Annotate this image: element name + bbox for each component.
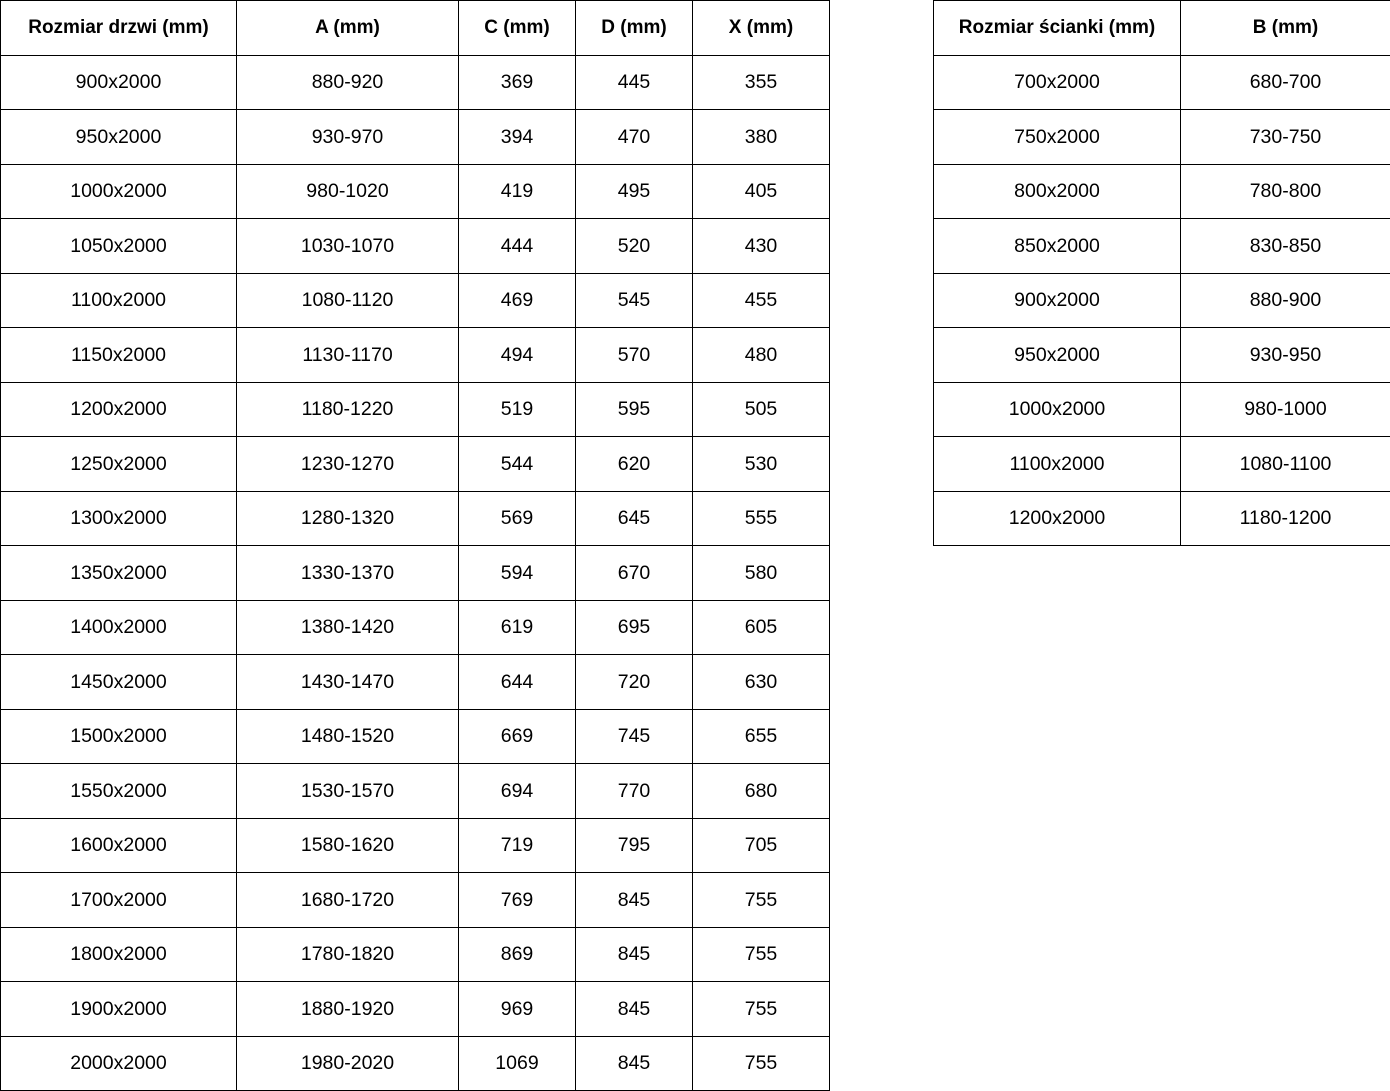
cell-a: 1280-1320 <box>237 491 459 546</box>
cell-b: 780-800 <box>1181 164 1390 219</box>
cell-c: 719 <box>459 818 576 873</box>
cell-door-size: 1500x2000 <box>1 709 237 764</box>
table-row <box>1 164 830 219</box>
cell-door-size: 1550x2000 <box>1 764 237 819</box>
cell-c: 444 <box>459 219 576 274</box>
cell-door-size: 1350x2000 <box>1 546 237 601</box>
cell-d: 620 <box>576 437 693 492</box>
cell-a: 1780-1820 <box>237 927 459 982</box>
cell-b: 730-750 <box>1181 110 1390 165</box>
cell-x: 580 <box>693 546 830 601</box>
column-header-c: C (mm) <box>459 1 576 56</box>
table-row <box>1 873 830 928</box>
cell-d: 520 <box>576 219 693 274</box>
cell-door-size: 1600x2000 <box>1 818 237 873</box>
table-row <box>1 491 830 546</box>
column-header-d: D (mm) <box>576 1 693 56</box>
cell-door-size: 950x2000 <box>1 110 237 165</box>
cell-a: 980-1020 <box>237 164 459 219</box>
cell-x: 480 <box>693 328 830 383</box>
table-row <box>934 273 1390 328</box>
cell-d: 545 <box>576 273 693 328</box>
cell-d: 795 <box>576 818 693 873</box>
column-header-a: A (mm) <box>237 1 459 56</box>
cell-wall-size: 800x2000 <box>934 164 1181 219</box>
cell-x: 355 <box>693 55 830 110</box>
cell-door-size: 1450x2000 <box>1 655 237 710</box>
cell-x: 430 <box>693 219 830 274</box>
table-row <box>1 709 830 764</box>
cell-d: 495 <box>576 164 693 219</box>
cell-d: 645 <box>576 491 693 546</box>
cell-d: 720 <box>576 655 693 710</box>
cell-a: 1230-1270 <box>237 437 459 492</box>
cell-c: 494 <box>459 328 576 383</box>
table-row <box>934 491 1390 546</box>
cell-a: 1880-1920 <box>237 982 459 1037</box>
cell-b: 830-850 <box>1181 219 1390 274</box>
table-row <box>1 927 830 982</box>
cell-d: 845 <box>576 873 693 928</box>
table-row <box>1 55 830 110</box>
cell-x: 405 <box>693 164 830 219</box>
cell-d: 845 <box>576 927 693 982</box>
cell-a: 1480-1520 <box>237 709 459 764</box>
cell-wall-size: 950x2000 <box>934 328 1181 383</box>
table-row <box>1 1036 830 1091</box>
cell-x: 530 <box>693 437 830 492</box>
cell-c: 969 <box>459 982 576 1037</box>
table-row <box>1 818 830 873</box>
table-row <box>1 546 830 601</box>
cell-x: 680 <box>693 764 830 819</box>
cell-wall-size: 750x2000 <box>934 110 1181 165</box>
cell-door-size: 1400x2000 <box>1 600 237 655</box>
cell-x: 755 <box>693 927 830 982</box>
cell-door-size: 1300x2000 <box>1 491 237 546</box>
doors-table-body <box>1 55 830 1091</box>
cell-c: 869 <box>459 927 576 982</box>
cell-a: 1980-2020 <box>237 1036 459 1091</box>
cell-c: 769 <box>459 873 576 928</box>
cell-d: 445 <box>576 55 693 110</box>
cell-x: 755 <box>693 873 830 928</box>
cell-door-size: 1900x2000 <box>1 982 237 1037</box>
cell-a: 1080-1120 <box>237 273 459 328</box>
cell-x: 655 <box>693 709 830 764</box>
cell-door-size: 1150x2000 <box>1 328 237 383</box>
cell-c: 594 <box>459 546 576 601</box>
cell-a: 1180-1220 <box>237 382 459 437</box>
table-row <box>934 328 1390 383</box>
cell-x: 755 <box>693 1036 830 1091</box>
cell-x: 605 <box>693 600 830 655</box>
cell-a: 930-970 <box>237 110 459 165</box>
cell-wall-size: 900x2000 <box>934 273 1181 328</box>
cell-a: 1330-1370 <box>237 546 459 601</box>
cell-wall-size: 1200x2000 <box>934 491 1181 546</box>
cell-c: 644 <box>459 655 576 710</box>
cell-x: 705 <box>693 818 830 873</box>
cell-x: 455 <box>693 273 830 328</box>
cell-a: 1680-1720 <box>237 873 459 928</box>
cell-c: 694 <box>459 764 576 819</box>
cell-a: 1580-1620 <box>237 818 459 873</box>
cell-c: 544 <box>459 437 576 492</box>
cell-c: 394 <box>459 110 576 165</box>
cell-c: 569 <box>459 491 576 546</box>
walls-dimensions-table <box>933 0 1390 546</box>
cell-d: 770 <box>576 764 693 819</box>
cell-door-size: 1250x2000 <box>1 437 237 492</box>
cell-x: 380 <box>693 110 830 165</box>
cell-b: 1180-1200 <box>1181 491 1390 546</box>
table-row <box>1 219 830 274</box>
cell-x: 755 <box>693 982 830 1037</box>
table-header-row <box>934 1 1390 56</box>
table-row <box>1 382 830 437</box>
table-row <box>934 219 1390 274</box>
cell-a: 1130-1170 <box>237 328 459 383</box>
cell-door-size: 1050x2000 <box>1 219 237 274</box>
cell-door-size: 1800x2000 <box>1 927 237 982</box>
cell-b: 880-900 <box>1181 273 1390 328</box>
cell-d: 470 <box>576 110 693 165</box>
table-row <box>1 764 830 819</box>
table-row <box>934 382 1390 437</box>
cell-c: 669 <box>459 709 576 764</box>
column-header-door-size: Rozmiar drzwi (mm) <box>1 1 237 56</box>
table-row <box>934 164 1390 219</box>
cell-c: 1069 <box>459 1036 576 1091</box>
table-row <box>934 110 1390 165</box>
walls-table-body <box>934 55 1390 546</box>
cell-b: 930-950 <box>1181 328 1390 383</box>
column-header-wall-size: Rozmiar ścianki (mm) <box>934 1 1181 56</box>
cell-a: 880-920 <box>237 55 459 110</box>
cell-b: 680-700 <box>1181 55 1390 110</box>
walls-table-header <box>934 1 1390 56</box>
table-row <box>1 328 830 383</box>
cell-wall-size: 1000x2000 <box>934 382 1181 437</box>
cell-door-size: 1200x2000 <box>1 382 237 437</box>
cell-x: 505 <box>693 382 830 437</box>
cell-c: 469 <box>459 273 576 328</box>
cell-d: 845 <box>576 1036 693 1091</box>
table-row <box>934 437 1390 492</box>
cell-d: 570 <box>576 328 693 383</box>
table-header-row <box>1 1 830 56</box>
cell-wall-size: 850x2000 <box>934 219 1181 274</box>
cell-c: 619 <box>459 600 576 655</box>
cell-d: 670 <box>576 546 693 601</box>
cell-x: 630 <box>693 655 830 710</box>
cell-a: 1430-1470 <box>237 655 459 710</box>
cell-a: 1530-1570 <box>237 764 459 819</box>
table-row <box>1 600 830 655</box>
cell-a: 1380-1420 <box>237 600 459 655</box>
cell-door-size: 900x2000 <box>1 55 237 110</box>
table-row <box>934 55 1390 110</box>
cell-b: 980-1000 <box>1181 382 1390 437</box>
cell-d: 745 <box>576 709 693 764</box>
cell-a: 1030-1070 <box>237 219 459 274</box>
table-row <box>1 273 830 328</box>
cell-door-size: 1700x2000 <box>1 873 237 928</box>
table-row <box>1 110 830 165</box>
column-header-b: B (mm) <box>1181 1 1390 56</box>
cell-c: 519 <box>459 382 576 437</box>
cell-door-size: 1100x2000 <box>1 273 237 328</box>
cell-b: 1080-1100 <box>1181 437 1390 492</box>
cell-d: 595 <box>576 382 693 437</box>
cell-x: 555 <box>693 491 830 546</box>
cell-door-size: 1000x2000 <box>1 164 237 219</box>
cell-c: 369 <box>459 55 576 110</box>
cell-d: 695 <box>576 600 693 655</box>
cell-door-size: 2000x2000 <box>1 1036 237 1091</box>
table-row <box>1 982 830 1037</box>
table-row <box>1 655 830 710</box>
table-row <box>1 437 830 492</box>
column-header-x: X (mm) <box>693 1 830 56</box>
cell-wall-size: 1100x2000 <box>934 437 1181 492</box>
cell-c: 419 <box>459 164 576 219</box>
cell-wall-size: 700x2000 <box>934 55 1181 110</box>
doors-table-header <box>1 1 830 56</box>
cell-d: 845 <box>576 982 693 1037</box>
